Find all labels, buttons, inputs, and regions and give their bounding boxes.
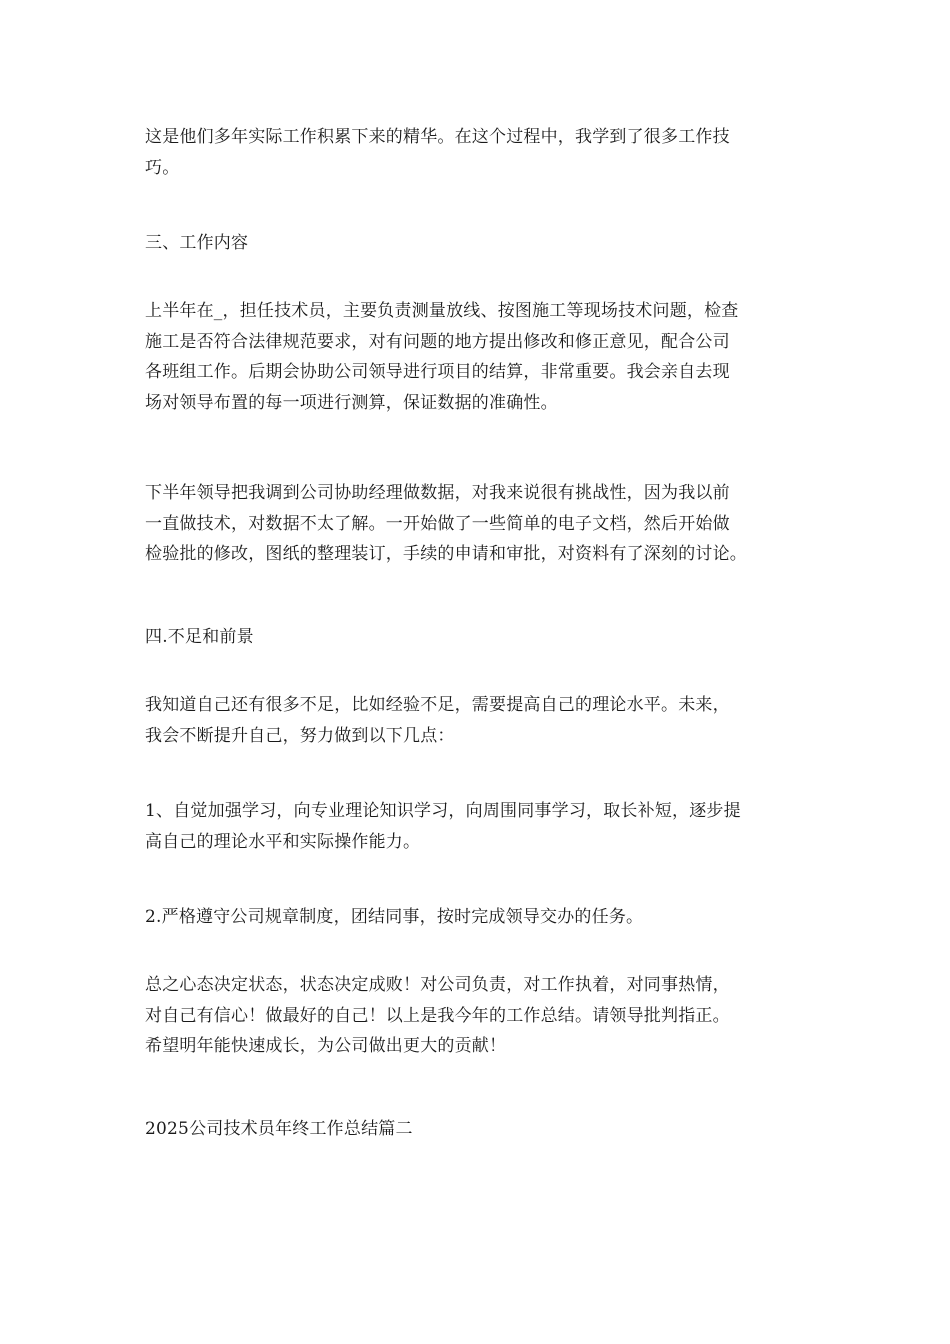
text-line: 施工是否符合法律规范要求，对有问题的地方提出修改和修正意见，配合公司: [145, 331, 730, 352]
text-line: 1、自觉加强学习，向专业理论知识学习，向周围同事学习，取长补短，逐步提: [145, 801, 741, 821]
text-line: 2.严格遵守公司规章制度，团结同事，按时完成领导交办的任务。: [145, 907, 644, 927]
text-line: 一直做技术，对数据不太了解。一开始做了一些简单的电子文档，然后开始做: [145, 513, 730, 534]
text-line: 上半年在_，担任技术员，主要负责测量放线、按图施工等现场技术问题，检查: [145, 301, 739, 321]
text-line: 总之心态决定状态，状态决定成败！对公司负责，对工作执着，对同事热情，: [145, 975, 730, 995]
text-line: 各班组工作。后期会协助公司领导进行项目的结算，非常重要。我会亲自去现: [145, 362, 730, 382]
section-heading-work-content: [145, 228, 813, 259]
text-line: 场对领导布置的每一项进行测算，保证数据的准确性。: [145, 392, 558, 413]
section-heading-part-two: [145, 1114, 813, 1145]
text-line: 下半年领导把我调到公司协助经理做数据，对我来说很有挑战性，因为我以前: [145, 483, 730, 503]
heading-text: 四.不足和前景: [145, 627, 254, 647]
text-line: 检验批的修改，图纸的整理装订，手续的申请和审批，对资料有了深刻的讨论。: [145, 544, 747, 564]
text-line: 希望明年能快速成长，为公司做出更大的贡献！: [145, 1036, 507, 1056]
list-item-study: [145, 796, 813, 857]
paragraph-self-assessment: [145, 690, 813, 751]
paragraph-experience: [145, 122, 813, 183]
text-line: 我会不断提升自己，努力做到以下几点：: [145, 725, 455, 746]
text-line: 高自己的理论水平和实际操作能力。: [145, 831, 421, 852]
paragraph-first-half-year: [145, 296, 813, 418]
heading-text: 2025公司技术员年终工作总结篇二: [145, 1119, 413, 1139]
text-line: 巧。: [145, 157, 180, 178]
section-heading-shortcomings: [145, 622, 813, 653]
paragraph-conclusion: [145, 970, 813, 1062]
text-line: 对自己有信心！做最好的自己！以上是我今年的工作总结。请领导批判指正。: [145, 1005, 730, 1026]
paragraph-second-half-year: [145, 478, 813, 570]
text-line: 这是他们多年实际工作积累下来的精华。在这个过程中，我学到了很多工作技: [145, 127, 730, 147]
heading-text: 三、工作内容: [145, 233, 249, 253]
list-item-discipline: [145, 902, 813, 933]
text-line: 我知道自己还有很多不足，比如经验不足，需要提高自己的理论水平。未来，: [145, 695, 730, 715]
